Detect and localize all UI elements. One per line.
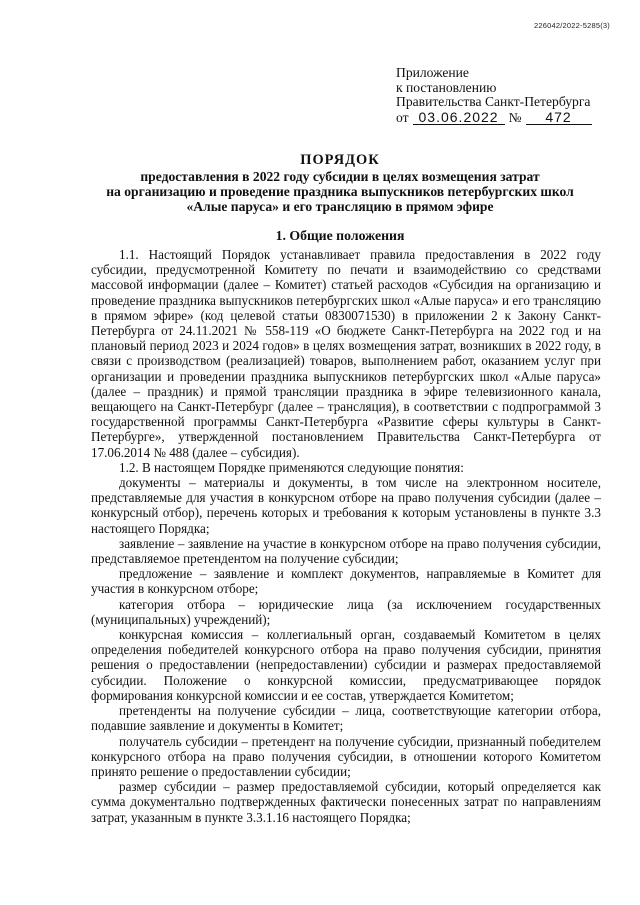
paragraph: размер субсидии – размер предоставляемой субсидии, который определяется как сумма документально подтвержденных фактически понесенных затрат по направлениям затрат, указанным в пункте 3.3.1.16 настоящего Порядка; [91, 779, 601, 825]
paragraph: 1.2. В настоящем Порядке применяются следующие понятия: [119, 459, 464, 475]
paragraph: категория отбора – юридические лица (за исключением государственных (муниципальных) учреждений); [91, 596, 601, 627]
resolution-date: 03.06.2022 [413, 110, 505, 126]
paragraph: заявление – заявление на участие в конкурсном отборе на право получения субсидии, представляемое претендентом на получение субсидии; [91, 535, 601, 567]
appendix-line: к постановлению [396, 79, 497, 95]
paragraph: конкурсная комиссия – коллегиальный орган, создаваемый Комитетом в целях определения победителей конкурсного отбора на право получения субсидии, принятия решения о предоставлении (непредоставлении) субсидии и размерах предоставляемой субсидии. Положение о конкурсной комиссии, предусматривающее порядок формирования конкурсной комиссии и ее состав, утверждается Комитетом; [91, 627, 601, 703]
document-body [91, 247, 601, 825]
document-title-block [80, 152, 600, 215]
document-id: 226042/2022-5285(3) [534, 21, 610, 30]
appendix-signature-line [396, 110, 606, 126]
appendix-block [396, 66, 606, 125]
section-heading: 1. Общие положения [275, 228, 405, 243]
paragraph: документы – материалы и документы, в том числе на электронном носителе, представляемые для участия в конкурсном отборе на право получения субсидии (далее – конкурсный отбор), перечень которых и требования к которым установлены в пункте 3.3 настоящего Порядка; [91, 475, 601, 536]
paragraph: получатель субсидии – претендент на получение субсидии, признанный победителем конкурсного отбора на право получения субсидии, в отношении которого Комитетом принято решение о предоставлении субсидии; [91, 733, 601, 779]
subtitle-line: на организацию и проведение праздника выпускников петербургских школ [106, 184, 574, 200]
paragraph: предложение – заявление и комплект документов, направляемые в Комитет для участия в конкурсном отборе; [91, 566, 601, 597]
number-prefix: № [508, 109, 522, 125]
paragraph: 1.1. Настоящий Порядок устанавливает правила предоставления в 2022 году субсидии, предусмотренной Комитету по печати и взаимодействию со средствами массовой информации (далее – Комитет) статьей расходов «Субсидия на организацию и проведение праздника выпускников петербургских школ «Алые паруса» и его трансляцию в прямом эфире» (код целевой статьи 0830071530) в приложении 2 к Закону Санкт-Петербурга от 24.11.2021 № 558-119 «О бюджете Санкт-Петербурга на 2022 год и на плановый период 2023 и 2024 годов» в целях возмещения затрат, возникших в 2022 году, в связи с производством (реализацией) товаров, выполнением работ, оказанием услуг при организации и проведении праздника выпускников петербургских школ «Алые паруса» (далее – праздник) и прямой трансляции праздника в эфире телевизионного канала, вещающего на Санкт-Петербург (далее – трансляция), в соответствии с подпрограммой 3 государственной программы Санкт-Петербурга «Развитие сферы культуры в Санкт-Петербурге», утвержденной постановлением Правительства Санкт-Петербурга от 17.06.2014 № 488 (далее – субсидия). [91, 247, 601, 460]
appendix-line: Приложение [396, 65, 469, 80]
date-prefix: от [396, 109, 409, 125]
appendix-line: Правительства Санкт-Петербурга [396, 94, 591, 110]
document-title: ПОРЯДОК [300, 152, 380, 168]
subtitle-line: «Алые паруса» и его трансляцию в прямом эфире [186, 199, 494, 215]
subtitle-line: предоставления в 2022 году субсидии в целях возмещения затрат [140, 169, 540, 184]
paragraph: претенденты на получение субсидии – лица, соответствующие категории отбора, подавшие заявление и документы в Комитет; [91, 703, 601, 734]
resolution-number: 472 [526, 110, 592, 126]
